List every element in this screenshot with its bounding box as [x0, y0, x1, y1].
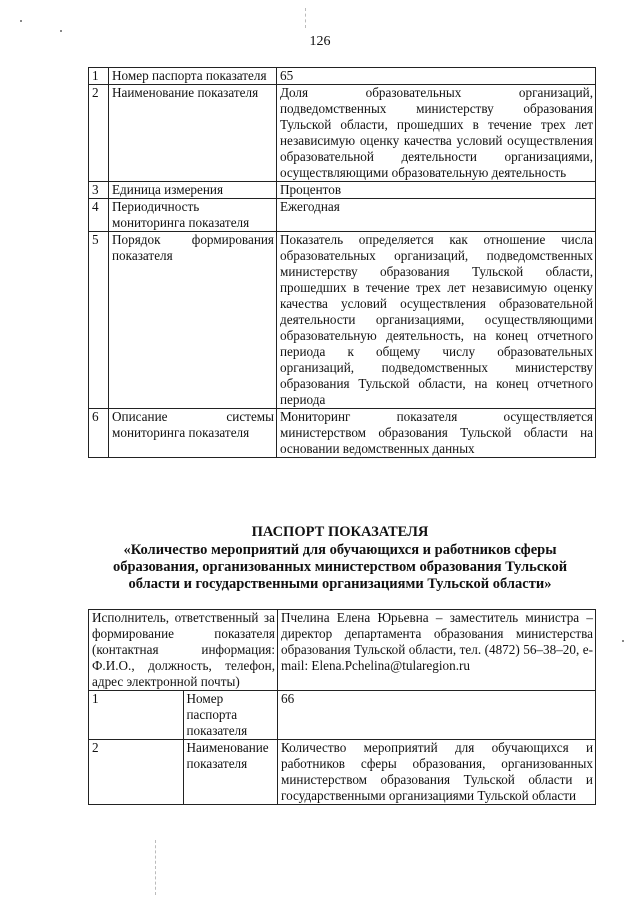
row-number: 3 [89, 182, 109, 199]
indicator-passport-table-65 [88, 67, 596, 458]
row-number: 2 [89, 740, 184, 805]
row-label: Описание системы мониторинга показателя [109, 409, 277, 458]
table-header-row [89, 610, 596, 691]
table-row [89, 182, 596, 199]
scan-artifact [622, 640, 624, 642]
row-number: 1 [89, 691, 184, 740]
table-row [89, 85, 596, 182]
row-value: Ежегодная [277, 199, 596, 232]
table-row [89, 409, 596, 458]
row-value: 66 [278, 691, 596, 740]
table-row [89, 691, 596, 740]
row-label: Наименование показателя [183, 740, 278, 805]
row-number: 1 [89, 68, 109, 85]
section-heading [100, 524, 580, 593]
scan-artifact [20, 20, 22, 22]
passport-title: ПАСПОРТ ПОКАЗАТЕЛЯ [251, 524, 429, 540]
table-row [89, 740, 596, 805]
row-label: Номер паспорта показателя [109, 68, 277, 85]
row-value: Количество мероприятий для обучающихся и работников сферы образования, организованных министерством образования Тульской области и государственными организациями Тульской области [278, 740, 596, 805]
table-row [89, 199, 596, 232]
row-value: Процентов [277, 182, 596, 199]
row-label: Порядок формирования показателя [109, 232, 277, 409]
table-row [89, 68, 596, 85]
row-value: Мониторинг показателя осуществляется министерством образования Тульской области на основании ведомственных данных [277, 409, 596, 458]
row-number: 6 [89, 409, 109, 458]
scan-artifact [305, 8, 306, 28]
executor-value: Пчелина Елена Юрьевна – заместитель министра – директор департамента образования министерства образования Тульской области, тел. (4872) 56–38–20, e-mail: Elena.Pchelina@tularegion.ru [278, 610, 596, 691]
row-number: 5 [89, 232, 109, 409]
page-number: 126 [309, 34, 331, 49]
row-label: Наименование показателя [109, 85, 277, 182]
row-label: Номер паспорта показателя [183, 691, 278, 740]
executor-label: Исполнитель, ответственный за формирование показателя (контактная информация: Ф.И.О., должность, телефон, адрес электронной почты) [89, 610, 278, 691]
row-value: Доля образовательных организаций, подведомственных министерству образования Тульской области, прошедших в течение трех лет независимую оценку качества условий осуществления образовательной деятельности организациями, осуществляющими образовательную деятельность [277, 85, 596, 182]
row-value: 65 [277, 68, 596, 85]
scan-artifact [155, 840, 156, 895]
indicator-passport-table-66 [88, 609, 596, 805]
table-row [89, 232, 596, 409]
row-number: 2 [89, 85, 109, 182]
row-number: 4 [89, 199, 109, 232]
row-label: Периодичность мониторинга показателя [109, 199, 277, 232]
row-value: Показатель определяется как отношение числа образовательных организаций, подведомственных министерству образования Тульской области, прошедших в течение трех лет независимую оценку качества условий осуществления образовательной деятельности организациями, осуществляющими образовательную деятельность, на конец отчетного периода к общему числу образовательных организаций, подведомственных министерству образования Тульской области, на конец отчетного периода [277, 232, 596, 409]
passport-subtitle: «Количество мероприятий для обучающихся и работников сферы образования, организованных министерством образования Тульской области и государственными организациями Тульской области» [112, 542, 568, 592]
scan-artifact [60, 30, 62, 32]
row-label: Единица измерения [109, 182, 277, 199]
